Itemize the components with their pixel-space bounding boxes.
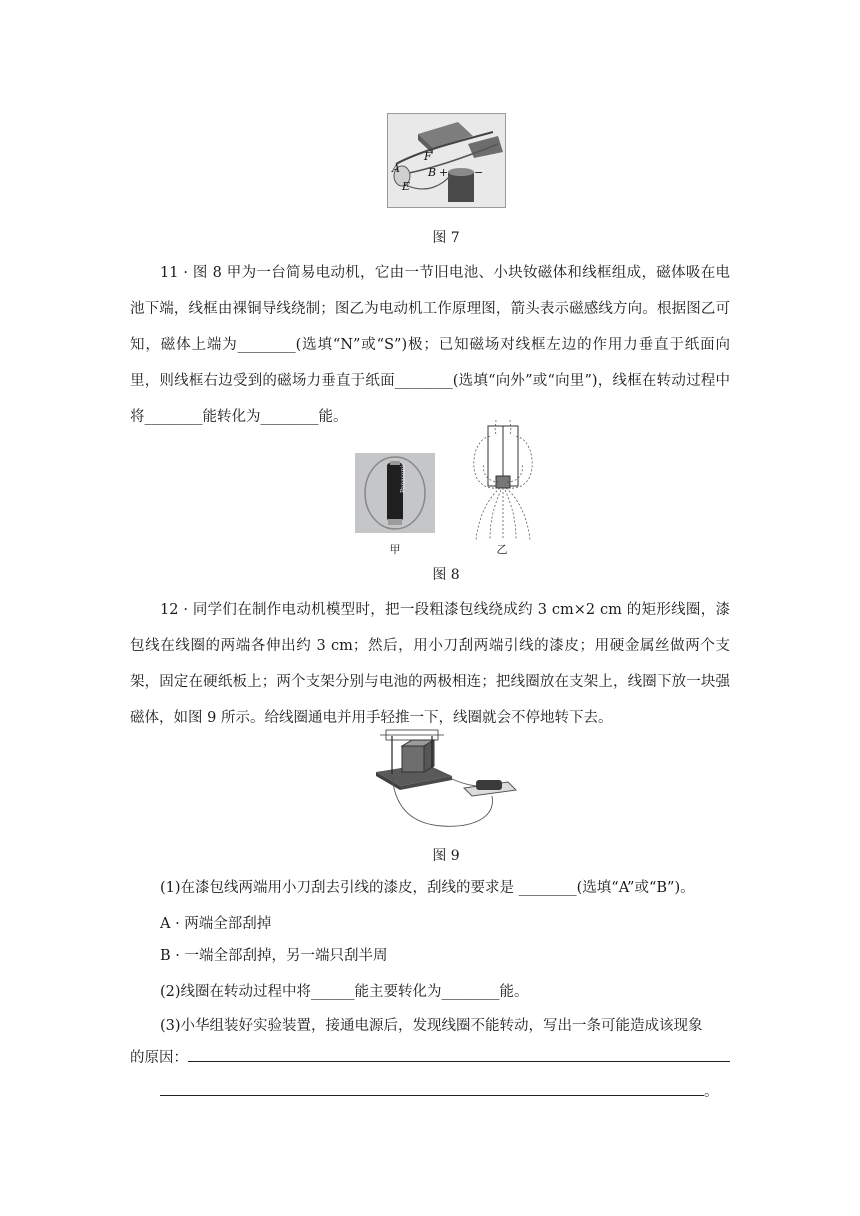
fig7-label-a: A [392, 162, 400, 175]
figure-9-caption: 图 9 [432, 848, 460, 864]
fig7-label-e: E [402, 180, 411, 193]
fig7-label-plus: + [439, 166, 449, 179]
figure-8-label-a: 甲 [389, 543, 401, 556]
battery-brand: Panasonic [400, 462, 407, 493]
figure-8-photo-a [355, 453, 435, 533]
q12-sub-3-lead: 的原因： [130, 1050, 188, 1066]
question-11-text: 11 · 图 8 甲为一台简易电动机，它由一节旧电池、小块钕磁体和线框组成，磁体吸在电池下端，线框由裸铜导线绕制；图乙为电动机工作原理图，箭头表示磁感线方向。根据图乙可知，磁体上端为________(选填“N”或“S”)极；已知磁场对线框左边的作用力垂直于纸面向里，则线框右边受到的磁场力垂直于纸面________(选填“向外”或“向里”)，线框在转动过程中将________能转化为________能。 [130, 265, 730, 425]
q12-option-a: A · 两端全部刮掉 [160, 916, 272, 932]
field-lines-diagram [466, 420, 540, 542]
question-12-text: 12 · 同学们在制作电动机模型时，把一段粗漆包线绕成约 3 cm×2 cm 的矩形线圈，漆包线在线圈的两端各伸出约 3 cm；然后，用小刀刮两端引线的漆皮；用硬金属丝做两个支架，固定在硬纸板上；两个支架分别与电池的两极相连；把线圈放在支架上，线圈下放一块强磁体，如图 9 所示。给线圈通电并用手轻推一下，线圈就会不停地转下去。 [130, 602, 730, 726]
q12-sub-3-answer-line-1 [130, 1040, 730, 1076]
fig7-label-b: B [428, 166, 437, 179]
fig7-label-f: F [424, 150, 432, 163]
figure-8-caption: 图 8 [432, 567, 460, 583]
figure-7-caption: 图 7 [432, 230, 460, 246]
answer-blank-2[interactable] [160, 1081, 704, 1096]
end-period: 。 [704, 1084, 719, 1100]
figure-9-image [372, 728, 520, 828]
figure-7-image [387, 113, 506, 208]
battery-motor-photo [355, 453, 435, 533]
q12-sub-3-answer-line-2 [160, 1074, 730, 1110]
figure-8-diagram-b [466, 420, 540, 542]
q12-sub-2: (2)线圈在转动过程中将______能主要转化为________能。 [160, 984, 529, 1000]
q12-sub-3: (3)小华组装好实验装置，接通电源后，发现线圈不能转动，写出一条可能造成该现象 [160, 1018, 703, 1034]
q12-option-b: B · 一端全部刮掉，另一端只刮半周 [160, 948, 388, 964]
figure-8-label-b: 乙 [496, 543, 508, 556]
q12-sub-1: (1)在漆包线两端用小刀刮去引线的漆皮，刮线的要求是 ________(选填“A”或“B”)。 [160, 880, 695, 896]
coil-motor-setup [372, 728, 520, 828]
answer-blank-1[interactable] [188, 1047, 730, 1062]
motor-illustration [388, 114, 505, 207]
fig7-label-minus: − [474, 166, 484, 179]
